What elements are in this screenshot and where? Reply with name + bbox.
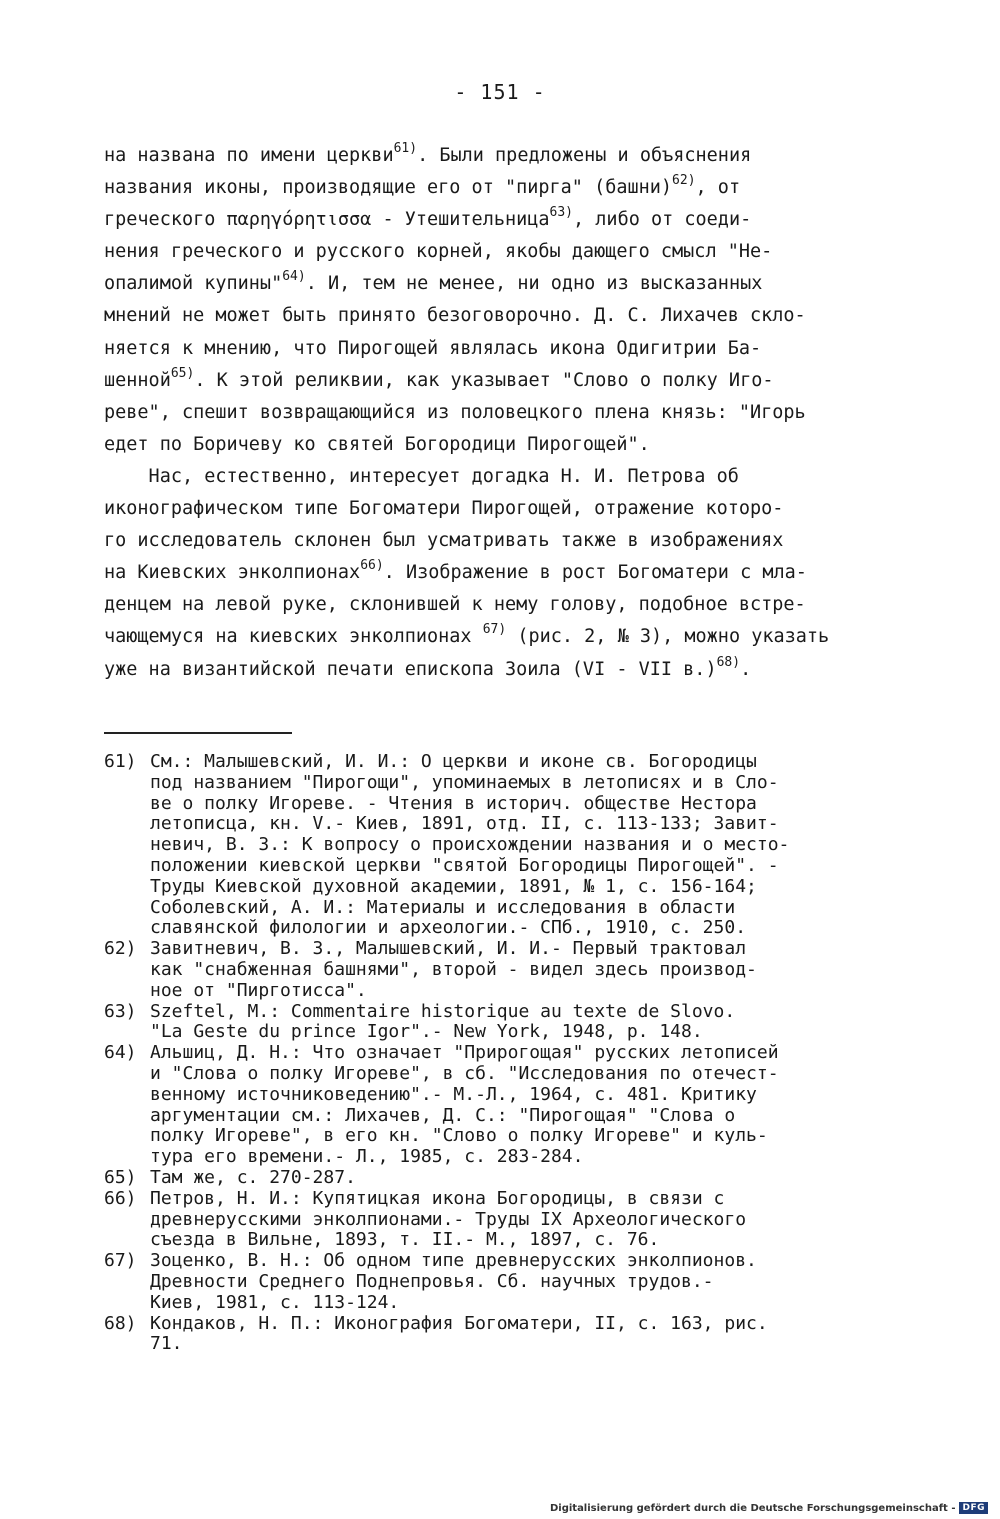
footnote-line: Петров, Н. И.: Купятицкая икона Богородицы, в связи с xyxy=(150,1187,725,1209)
footnote-line: древнерусскими энколпионами.- Труды IX Археологического xyxy=(150,1208,747,1230)
text-segment: Нас, естественно, интересует догадка Н. И. Петрова об xyxy=(104,465,739,487)
text-segment: уже на византийской печати епископа Зоила (VI - VII в.) xyxy=(104,658,717,680)
page-number: - 151 - xyxy=(454,80,546,104)
text-segment: , от xyxy=(695,177,741,199)
text-line xyxy=(104,268,934,300)
text-segment: опалимой купины" xyxy=(104,273,283,295)
text-line xyxy=(104,300,934,332)
text-segment: денцем на левой руке, склонившей к нему голову, подобное встре- xyxy=(104,594,806,616)
text-segment: . К этой реликвии, как указывает "Слово о полку Иго- xyxy=(194,369,774,391)
footnote-number: 67) xyxy=(104,1250,137,1272)
footnote-line: под названием "Пирогощи", упоминаемых в летописях и в Сло- xyxy=(150,771,779,793)
footnote-line: съезда в Вильне, 1893, т. II.- М., 1897, с. 76. xyxy=(150,1229,660,1251)
footnote-line: тура его времени.- Л., 1985, с. 283-284. xyxy=(150,1146,584,1168)
text-segment: нения греческого и русского корней, якобы дающего смысл "Не- xyxy=(104,241,773,263)
text-segment: названия иконы, производящие его от "пирга" (башни) xyxy=(104,177,673,199)
text-line xyxy=(104,236,934,268)
text-segment: . xyxy=(740,658,752,680)
footnote-line: См.: Малышевский, И. И.: О церкви и иконе св. Богородицы xyxy=(150,751,757,772)
footnote-line: Соболевский, А. И.: Материалы и исследования в области xyxy=(150,896,736,918)
text-segment: . И, тем не менее, ни одно из высказанных xyxy=(305,273,763,295)
footnote-line: "La Geste du prince Igor".- New York, 1948, p. 148. xyxy=(150,1021,703,1043)
text-line xyxy=(104,204,934,236)
text-line xyxy=(104,557,934,589)
text-line xyxy=(104,429,934,461)
text-line xyxy=(104,333,934,365)
footnote-line: летописца, кн. V.- Киев, 1891, отд. II, с. 113-133; Завит- xyxy=(150,813,779,835)
footnote-line: Альшиц, Д. Н.: Что означает "Прирогощая" русских летописей xyxy=(150,1042,779,1064)
footnote-line: и "Слова о полку Игореве", в сб. "Исследования по отечест- xyxy=(150,1062,779,1084)
footnote-number: 62) xyxy=(104,938,137,960)
footnote-line: славянской филологии и археологии.- СПб., 1910, с. 250. xyxy=(150,917,747,939)
dfg-logo-icon: DFG xyxy=(959,1502,988,1514)
credit-text: Digitalisierung gefördert durch die Deutsche Forschungsgemeinschaft - xyxy=(549,1502,956,1514)
footnote-line: положении киевской церкви "святой Богородицы Пирогощей". - xyxy=(150,854,779,876)
footnote-ref: 62) xyxy=(672,173,696,189)
footnote-number: 66) xyxy=(104,1187,137,1209)
footnote xyxy=(104,1189,924,1251)
text-segment: . Были предложены и объяснения xyxy=(417,145,752,166)
footnote-number: 63) xyxy=(104,1000,137,1022)
footnote-line: ве о полку Игореве. - Чтения в историч. обществе Нестора xyxy=(150,792,757,814)
footnote-line: Szeftel, M.: Commentaire historique au texte de Slovo. xyxy=(150,1000,736,1022)
text-segment: (рис. 2, № 3), можно указать xyxy=(506,626,830,648)
footnote-line: Труды Киевской духовной академии, 1891, № 1, с. 156-164; xyxy=(150,875,757,897)
footnote xyxy=(104,752,924,939)
text-line xyxy=(104,589,934,621)
text-segment: на названа по имени церкви xyxy=(104,145,394,166)
footnote-line: Там же, с. 270-287. xyxy=(150,1166,356,1188)
footnote xyxy=(104,939,924,1001)
footnote-line: венному источниковедению".- М.-Л., 1964, с. 481. Критику xyxy=(150,1083,757,1105)
footnote xyxy=(104,1314,924,1356)
footnote-separator xyxy=(104,732,292,734)
text-segment: чающемуся на киевских энколпионах xyxy=(104,626,483,648)
footnotes xyxy=(104,752,924,1355)
text-line xyxy=(104,397,934,429)
footnote-ref: 64) xyxy=(282,269,306,285)
text-line xyxy=(104,621,934,653)
text-line xyxy=(104,493,934,525)
footnote-line: Завитневич, В. З., Малышевский, И. И.- Первый трактовал xyxy=(150,938,747,960)
footnote-line: аргументации см.: Лихачев, Д. С.: "Пирогощая" "Слова о xyxy=(150,1104,736,1126)
footnote-number: 68) xyxy=(104,1312,137,1334)
footnote xyxy=(104,1168,924,1189)
footnote-line: Древности Среднего Поднепровья. Сб. научных трудов.- xyxy=(150,1270,714,1292)
footnote xyxy=(104,1002,924,1044)
text-line xyxy=(104,525,934,557)
text-line xyxy=(104,654,934,686)
footnote-ref: 67) xyxy=(482,622,507,638)
text-line xyxy=(104,461,934,493)
footnote-line: невич, В. З.: К вопросу о происхождении названия и о место- xyxy=(150,834,790,856)
text-line xyxy=(104,365,934,397)
footnote-ref: 68) xyxy=(716,654,741,670)
footnote-line: как "снабженная башнями", второй - видел здесь производ- xyxy=(150,958,757,980)
footnote-line: Кондаков, Н. П.: Иконография Богоматери, II, с. 163, рис. xyxy=(150,1312,768,1334)
footnote xyxy=(104,1043,924,1168)
footnote-line: ное от "Пирготисса". xyxy=(150,979,367,1001)
text-segment: го исследователь склонен был усматривать также в изображениях xyxy=(104,530,784,552)
footnote-line: полку Игореве", в его кн. "Слово о полку Игореве" и куль- xyxy=(150,1125,768,1147)
text-segment: на Киевских энколпионах xyxy=(104,562,361,584)
footnote-number: 61) xyxy=(104,751,137,772)
text-line xyxy=(104,172,934,204)
text-segment: греческого παρηγόρητισσα - Утешительница xyxy=(104,209,550,231)
footnote-line: Киев, 1981, с. 113-124. xyxy=(150,1291,400,1313)
footnote-ref: 65) xyxy=(170,365,195,381)
text-segment: едет по Боричеву ко святей Богородици Пирогощей". xyxy=(104,433,650,455)
digitization-credit xyxy=(550,1502,988,1514)
footnote-number: 65) xyxy=(104,1166,137,1188)
footnote-ref: 66) xyxy=(360,558,384,574)
text-segment: няется к мнению, что Пирогощей являлась икона Одигитрии Ба- xyxy=(104,337,762,359)
text-segment: . Изображение в рост Богоматери с мла- xyxy=(383,562,807,584)
text-segment: реве", спешит возвращающийся из половецкого плена князь: "Игорь xyxy=(104,401,806,423)
text-segment: шенной xyxy=(104,369,171,391)
footnote-ref: 61) xyxy=(393,141,418,156)
main-text xyxy=(104,140,934,686)
text-line xyxy=(104,140,934,172)
text-segment: , либо от соеди- xyxy=(573,209,752,231)
text-segment: мнений не может быть принято безоговорочно. Д. С. Лихачев скло- xyxy=(104,305,806,327)
footnote-line: 71. xyxy=(150,1333,183,1355)
footnote-number: 64) xyxy=(104,1042,137,1064)
footnote xyxy=(104,1251,924,1313)
text-segment: иконографическом типе Богоматери Пирогощей, отражение которо- xyxy=(104,498,784,520)
footnote-line: Зоценко, В. Н.: Об одном типе древнерусских энколпионов. xyxy=(150,1250,757,1272)
footnote-ref: 63) xyxy=(549,205,574,221)
